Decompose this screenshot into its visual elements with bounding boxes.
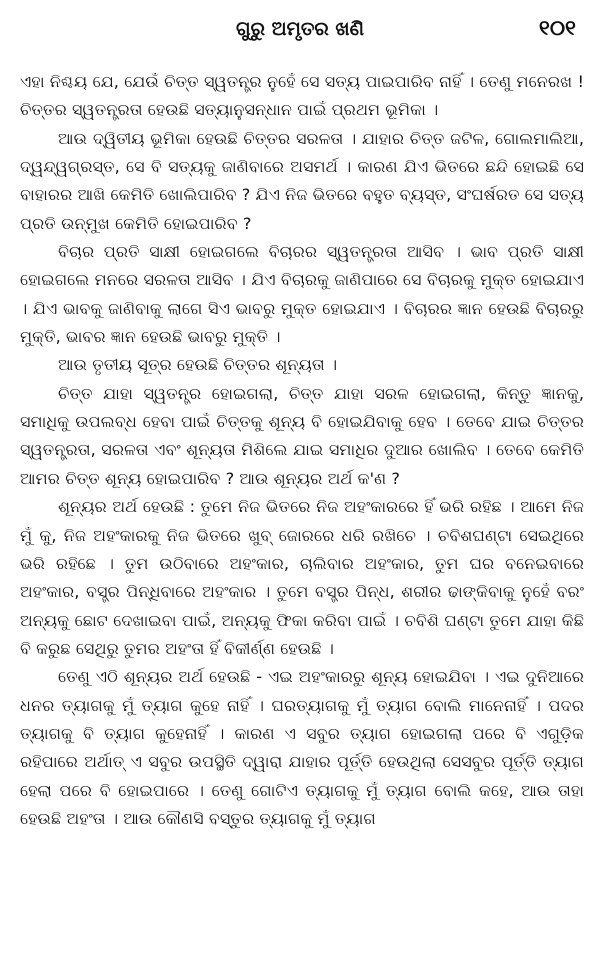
page-header <box>0 14 600 48</box>
paragraph: ଆଉ ଦ୍ୱିତୀୟ ଭୂମିକା ହେଉଛି ଚିତ୍ତର ସରଳତା । ଯାହାର ଚିତ୍ତ ଜଟିଳ, ଗୋଲମାଲିଆ, ଦ୍ୱନ୍ଦ୍ୱଗ୍ରସ୍ତ, ସେ ବି ସତ୍ୟକୁ ଜାଣିବାରେ ଅସମର୍ଥ । କାରଣ ଯିଏ ଭିତରେ ଛନ୍ଦି ହୋଇଛି ସେ ବାହାରର ଆଖି କେମିତି ଖୋଲିପାରିବ ? ଯିଏ ନିଜ ଭିତରେ ବହୁତ ବ୍ୟସ୍ତ, ସଂଘର୍ଷରତ ସେ ସତ୍ୟ ପ୍ରତି ଉନ୍ମୁଖ କେମିତି ହୋଇପାରିବ ? <box>20 128 584 233</box>
paragraph: ତେଣୁ ଏଠି ଶୂନ୍ୟର ଅର୍ଥ ହେଉଛି - ଏଇ ଅହଂକାରରୁ ଶୂନ୍ୟ ହୋଇଯିବା । ଏଇ ଦୁନିଆରେ ଧନର ତ୍ୟାଗକୁ ମୁଁ ତ୍ୟାଗ କୁହେ ନାହିଁ । ଘରତ୍ୟାଗକୁ ମୁଁ ତ୍ୟାଗ ବୋଲି ମାନେନାହିଁ । ପଦର ତ୍ୟାଗକୁ ବି ତ୍ୟାଗ କୁହେନାହିଁ । କାରଣ ଏ ସବୁର ତ୍ୟାଗ ହୋଇଗଲା ପରେ ବି ଏଗୁଡ଼ିକ ରହିପାରେ ଅର୍ଥାତ୍ ଏ ସବୁର ଉପସ୍ଥିତି ଦ୍ୱାରା ଯାହାର ପୂର୍ତ୍ତି ହେଉଥିଲା ସେସବୁର ପୂର୍ତ୍ତି ତ୍ୟାଗ ହେଲା ପରେ ବି ହୋଇପାରେ । ତେଣୁ ଗୋଟିଏ ତ୍ୟାଗକୁ ମୁଁ ତ୍ୟାଗ ବୋଲି କହେ, ଆଉ ତାହା ହେଉଛି ଅହଂତା । ଆଉ କୌଣସି ବସ୍ତୁର ତ୍ୟାଗକୁ ମୁଁ ତ୍ୟାଗ <box>20 667 584 828</box>
paragraph: ଶୂନ୍ୟର ଅର୍ଥ ହେଉଛି : ତୁମେ ନିଜ ଭିତରେ ନିଜ ଅହଂକାରରେ ହିଁ ଭରି ରହିଛ । ଆମେ ନିଜ ମୁଁ କୁ, ନିଜ ଅହଂକାରକୁ ନିଜ ଭିତରେ ଖୁବ୍ ଜୋରରେ ଧରି ରଖିଚେ । ଚବିଶଘଣ୍ଟା ସେଇଥିରେ ଭରି ରହିଛେ । ତୁମ ଉଠିବାରେ ଅହଂକାର, ଚାଲିବାର ଅହଂକାର, ତୁମ ଘର ବନେଇବାରେ ଅହଂକାର, ବସ୍ତ୍ର ପିନ୍ଧିବାରେ ଅହଂକାର । ତୁମେ ବସ୍ତ୍ର ପିନ୍ଧ, ଶରୀର ଢାଙ୍କିବାକୁ ନୁହେଁ ବରଂ ଅନ୍ୟକୁ ଛୋଟ ଦେଖାଇବା ପାଇଁ, ଅନ୍ୟକୁ ଫିକା କରିବା ପାଇଁ । ଚବିଶି ଘଣ୍ଟା ତୁମେ ଯାହା କିଛି ବି କରୁଛ ସେଥିରୁ ତୁମର ଅହଂତା ହିଁ ବିକୀର୍ଣ୍ଣ ହେଉଛି । <box>20 497 584 658</box>
paragraph: ବିଚାର ପ୍ରତି ସାକ୍ଷୀ ହୋଇଗଲେ ବିଚାରର ସ୍ୱତନ୍ତ୍ରତା ଆସିବ । ଭାବ ପ୍ରତି ସାକ୍ଷୀ ହୋଇଗଲେ ମନରେ ସରଳତା ଆସିବ । ଯିଏ ବିଚାରକୁ ଜାଣିପାରେ ସେ ବିଚାରକୁ ମୁକ୍ତ ହୋଇଯାଏ । ଯିଏ ଭାବକୁ ଜାଣିବାକୁ ଲାଗେ ସିଏ ଭାବରୁ ମୁକ୍ତ ହୋଇଯାଏ । ବିଚାରର ଜ୍ଞାନ ହେଉଛି ବିଚାରରୁ ମୁକ୍ତି, ଭାବର ଜ୍ଞାନ ହେଉଛି ଭାବରୁ ମୁକ୍ତି । <box>20 242 584 347</box>
running-title: ଗୁରୁ ଅମୃତର ଖଣି <box>236 18 364 40</box>
paragraph: ଚିତ୍ତ ଯାହା ସ୍ୱତନ୍ତ୍ର ହୋଇଗଲା, ଚିତ୍ତ ଯାହା ସରଳ ହୋଇଗଲା, କିନ୍ତୁ ଜ୍ଞାନକୁ, ସମାଧିକୁ ଉପଲବ୍ଧ ହେବା ପାଇଁ ଚିତ୍ତକୁ ଶୂନ୍ୟ ବି ହୋଇଯିବାକୁ ହେବ । ତେବେ ଯାଇ ଚିତ୍ତର ସ୍ୱତନ୍ତ୍ରତା, ସରଳତା ଏବଂ ଶୂନ୍ୟତା ମିଶିଲେ ଯାଇ ସମାଧିର ଦୁଆର ଖୋଲିବ । ତେବେ କେମିତି ଆମର ଚିତ୍ତ ଶୂନ୍ୟ ହୋଇପାରିବ ? ଆଉ ଶୂନ୍ୟର ଅର୍ଥ କ'ଣ ? <box>20 383 584 488</box>
paragraph: ଆଉ ତୃତୀୟ ସୂତ୍ର ହେଉଛି ଚିତ୍ତର ଶୂନ୍ୟତା । <box>58 355 338 375</box>
paragraph: ଏହା ନିଶ୍ଚୟ ଯେ, ଯେଉଁ ଚିତ୍ତ ସ୍ୱତନ୍ତ୍ର ନୁହେଁ ସେ ସତ୍ୟ ପାଇପାରିବ ନାହିଁ । ତେଣୁ ମନେରଖ ! ଚିତ୍ତର ସ୍ୱତନ୍ତ୍ରତା ହେଉଛି ସତ୍ୟାନୁସନ୍ଧାନ ପାଇଁ ପ୍ରଥମ ଭୂମିକା । <box>20 72 584 120</box>
page-number: ୧୦୧ <box>538 16 576 40</box>
body-text <box>20 68 584 833</box>
